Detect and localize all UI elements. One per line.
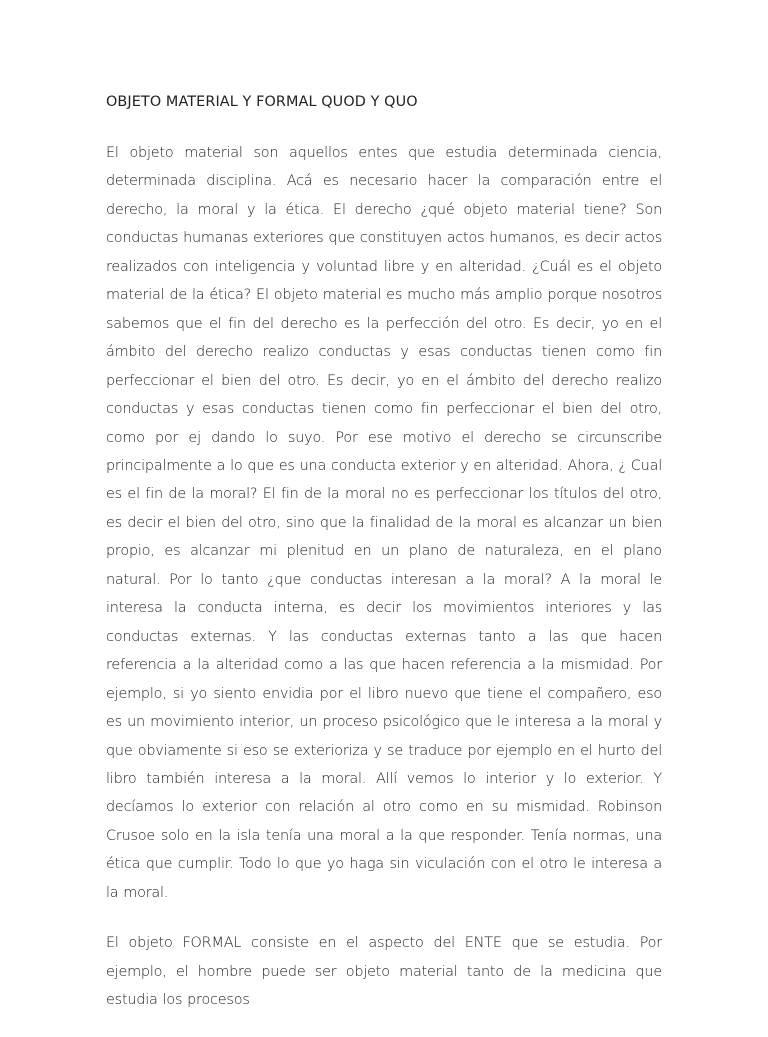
paragraph-objeto-material: El objeto material son aquellos entes que estudia determinada ciencia, determinada disciplina. Acá es necesario hacer la comparación entre el derecho, la moral y la ética. El derecho ¿qué objeto material tiene? Son conductas humanas exteriores que constituyen actos humanos, es decir actos realizados con inteligencia y voluntad libre y en alteridad. ¿Cuál es el objeto material de la ética? El objeto material es mucho más amplio porque nosotros sabemos que el fin del derecho es la perfección del otro. Es decir, yo en el ámbito del derecho realizo conductas y esas conductas tienen como fin perfeccionar el bien del otro. Es decir, yo en el ámbito del derecho realizo conductas y esas conductas tienen como fin perfeccionar el bien del otro, como por ej dando lo suyo. Por ese motivo el derecho se circunscribe principalmente a lo que es una conducta exterior y en alteridad. Ahora, ¿ Cual es el fin de la moral? El fin de la moral no es perfeccionar los títulos del otro, es decir el bien del otro, sino que la finalidad de la moral es alcanzar un bien propio, es alcanzar mi plenitud en un plano de naturaleza, en el plano natural. Por lo tanto ¿que conductas interesan a la moral? A la moral le interesa la conducta interna, es decir los movimientos interiores y las conductas externas. Y las conductas externas tanto a las que hacen referencia a la alteridad como a las que hacen referencia a la mismidad. Por ejemplo, si yo siento envidia por el libro nuevo que tiene el compañero, eso es un movimiento interior, un proceso psicológico que le interesa a la moral y que obviamente si eso se exterioriza y se traduce por ejemplo en el hurto del libro también interesa a la moral. Allí vemos lo interior y lo exterior. Y decíamos lo exterior con relación al otro como en su mismidad. Robinson Crusoe solo en la isla tenía una moral a la que responder. Tenía normas, una ética que cumplir. Todo lo que yo haga sin viculación con el otro le interesa a la moral.	[106, 145, 662, 901]
document-page	[106, 92, 662, 1037]
document-title: OBJETO MATERIAL Y FORMAL QUOD Y QUO	[106, 94, 418, 110]
paragraph-objeto-formal: El objeto FORMAL consiste en el aspecto del ENTE que se estudia. Por ejemplo, el hombre puede ser objeto material tanto de la medicina que estudia los procesos	[106, 935, 662, 1009]
